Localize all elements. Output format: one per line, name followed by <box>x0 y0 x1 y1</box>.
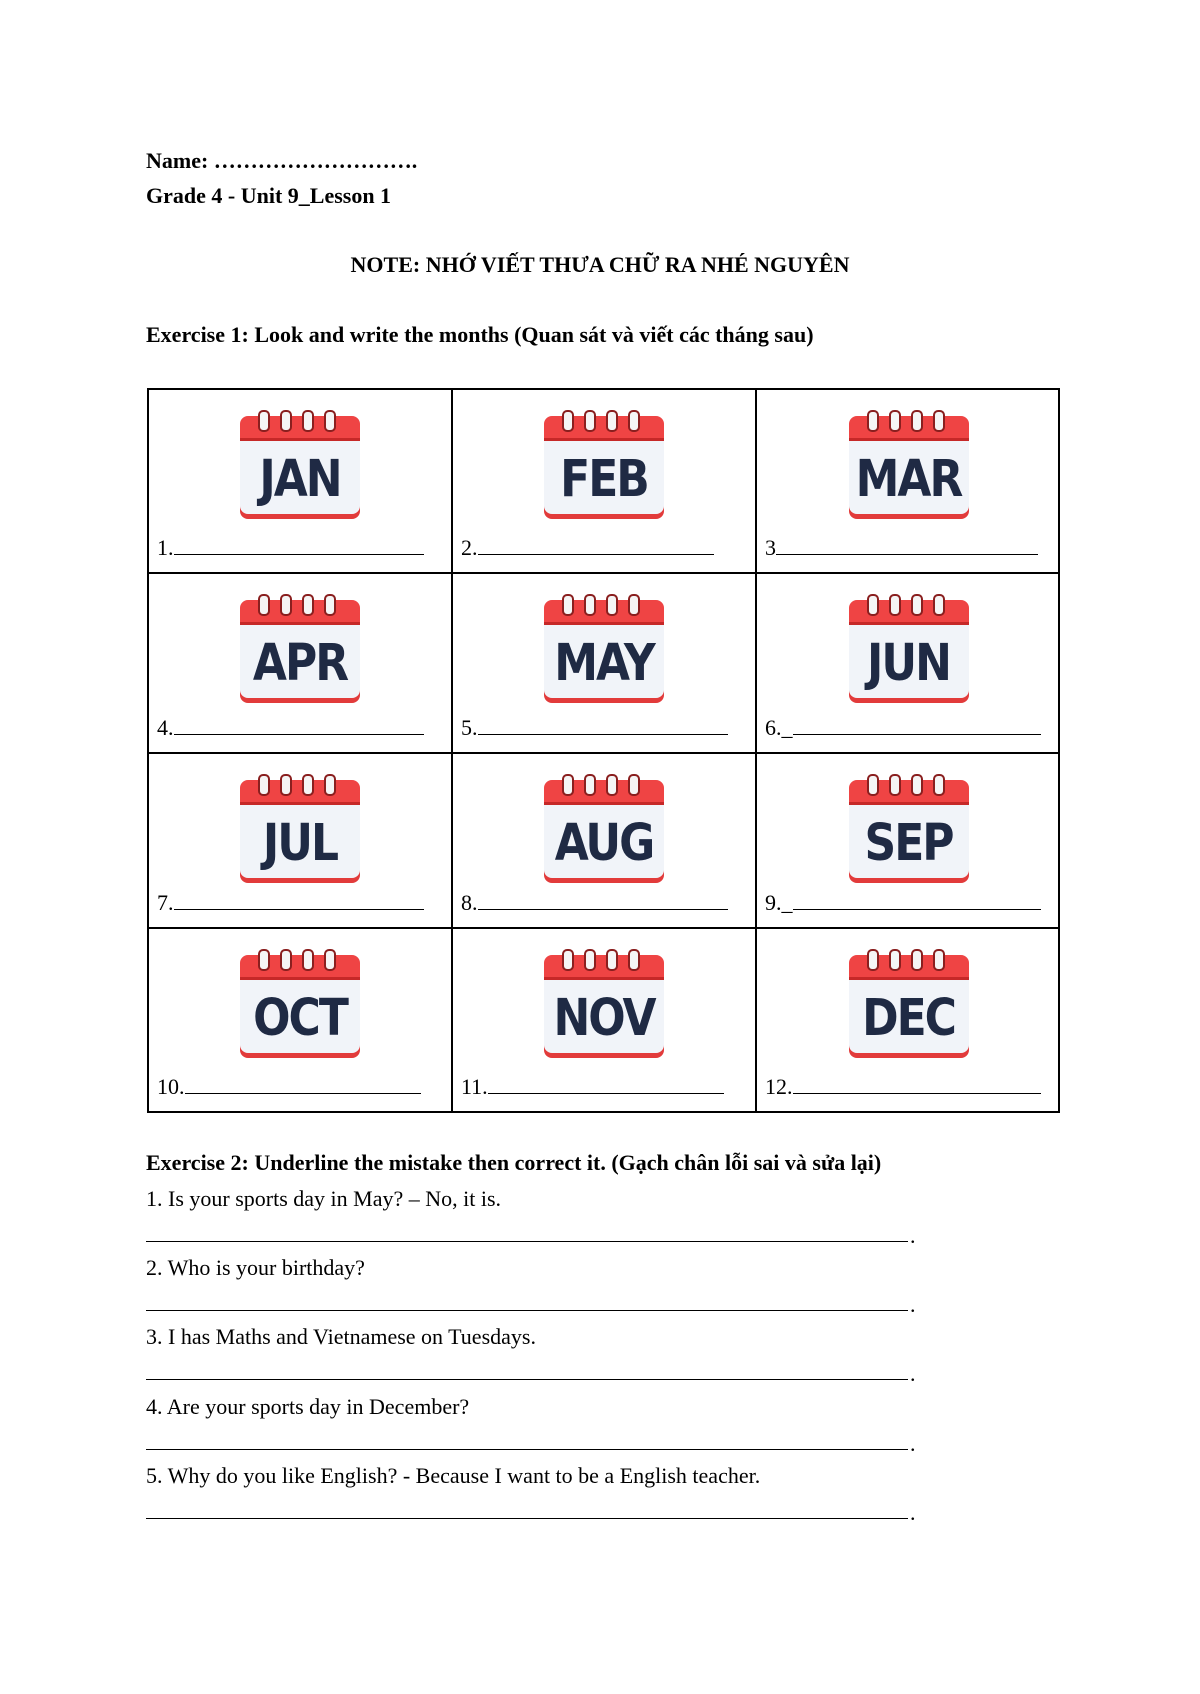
calendar-ring-icon <box>867 949 879 971</box>
month-cell <box>149 929 451 1111</box>
calendar-ring-icon <box>302 594 314 616</box>
month-abbreviation: DEC <box>862 989 955 1048</box>
answer-line[interactable] <box>146 1310 908 1311</box>
calendar-ring-icon <box>606 410 618 432</box>
write-blank[interactable] <box>478 889 728 910</box>
calendar-ring-icon <box>606 774 618 796</box>
month-cell <box>149 574 451 752</box>
calendar-ring-icon <box>933 410 945 432</box>
write-blank[interactable] <box>174 534 424 555</box>
answer-line[interactable] <box>157 1073 421 1100</box>
write-blank[interactable] <box>776 534 1038 555</box>
answer-line[interactable] <box>461 534 714 561</box>
calendar-ring-icon <box>867 594 879 616</box>
answer-line[interactable] <box>146 1518 908 1519</box>
answer-line[interactable] <box>157 714 424 741</box>
calendar-ring-icon <box>562 949 574 971</box>
calendar-ring-icon <box>280 949 292 971</box>
answer-line[interactable] <box>765 534 1038 561</box>
calendar-ring-icon <box>584 594 596 616</box>
item-number: 7. <box>157 890 174 915</box>
calendar-ring-icon <box>302 410 314 432</box>
calendar-ring-icon <box>933 774 945 796</box>
month-abbreviation: SEP <box>864 814 953 873</box>
answer-line[interactable] <box>146 1449 908 1450</box>
calendar-ring-icon <box>911 774 923 796</box>
calendar-ring-icon <box>562 594 574 616</box>
month-cell <box>757 574 1060 752</box>
line-end-period: . <box>910 1431 916 1456</box>
item-number: 5. <box>461 715 478 740</box>
month-abbreviation: APR <box>252 634 348 693</box>
calendar-icon <box>544 408 664 518</box>
item-number: 4. <box>157 715 174 740</box>
calendar-ring-icon <box>324 594 336 616</box>
line-end-period: . <box>910 1500 916 1525</box>
write-blank[interactable] <box>185 1073 421 1094</box>
answer-line[interactable] <box>461 1073 724 1100</box>
month-cell <box>453 390 755 572</box>
month-abbreviation: FEB <box>560 450 648 509</box>
calendar-ring-icon <box>280 410 292 432</box>
write-blank[interactable] <box>174 889 424 910</box>
month-abbreviation: JUL <box>262 814 338 873</box>
write-blank[interactable] <box>793 714 1041 735</box>
question-text: 4. Are your sports day in December? <box>146 1394 470 1419</box>
write-blank[interactable] <box>793 889 1041 910</box>
line-end-period: . <box>910 1292 916 1317</box>
calendar-ring-icon <box>889 949 901 971</box>
answer-line[interactable] <box>765 889 1041 916</box>
note-line: NOTE: NHỚ VIẾT THƯA CHỮ RA NHÉ NGUYÊN <box>350 252 850 277</box>
calendar-icon <box>849 772 969 882</box>
item-number: 2. <box>461 535 478 560</box>
month-cell <box>149 754 451 927</box>
calendar-icon <box>240 408 360 518</box>
write-blank[interactable] <box>488 1073 724 1094</box>
calendar-ring-icon <box>911 594 923 616</box>
month-abbreviation: MAY <box>554 634 654 693</box>
month-abbreviation: MAR <box>855 450 962 509</box>
item-number: 11. <box>461 1074 488 1099</box>
calendar-icon <box>240 772 360 882</box>
write-blank[interactable] <box>478 714 728 735</box>
calendar-icon <box>544 947 664 1057</box>
write-blank[interactable] <box>174 714 424 735</box>
question-text: 5. Why do you like English? - Because I want to be a English teacher. <box>146 1463 761 1488</box>
calendar-ring-icon <box>562 774 574 796</box>
calendar-ring-icon <box>258 949 270 971</box>
month-cell <box>757 754 1060 927</box>
calendar-ring-icon <box>324 949 336 971</box>
calendar-icon <box>240 947 360 1057</box>
write-blank[interactable] <box>793 1073 1041 1094</box>
question-text: 1. Is your sports day in May? – No, it is. <box>146 1186 502 1211</box>
exercise1-title: Exercise 1: Look and write the months (Quan sát và viết các tháng sau) <box>146 322 814 347</box>
calendar-ring-icon <box>933 594 945 616</box>
month-abbreviation: AUG <box>554 814 654 873</box>
calendar-ring-icon <box>911 410 923 432</box>
calendar-ring-icon <box>867 410 879 432</box>
calendar-icon <box>240 592 360 702</box>
calendar-ring-icon <box>280 594 292 616</box>
calendar-ring-icon <box>280 774 292 796</box>
calendar-ring-icon <box>258 594 270 616</box>
item-number: 8. <box>461 890 478 915</box>
calendar-ring-icon <box>889 774 901 796</box>
question-text: 3. I has Maths and Vietnamese on Tuesdays. <box>146 1324 536 1349</box>
answer-line[interactable] <box>765 1073 1041 1100</box>
month-abbreviation: JAN <box>259 450 341 509</box>
calendar-ring-icon <box>584 949 596 971</box>
item-number: 10. <box>157 1074 185 1099</box>
calendar-ring-icon <box>324 774 336 796</box>
month-abbreviation: JUN <box>867 634 950 693</box>
answer-line[interactable] <box>765 714 1041 741</box>
answer-line[interactable] <box>461 714 728 741</box>
answer-line[interactable] <box>146 1241 908 1242</box>
grade-unit-label: Grade 4 - Unit 9_Lesson 1 <box>146 183 392 208</box>
student-name-label: Name: ………………………. <box>146 148 418 173</box>
calendar-ring-icon <box>258 410 270 432</box>
line-end-period: . <box>910 1361 916 1386</box>
month-cell <box>149 390 451 572</box>
answer-line[interactable] <box>146 1379 908 1380</box>
month-cell <box>757 390 1060 572</box>
calendar-ring-icon <box>302 774 314 796</box>
calendar-ring-icon <box>606 949 618 971</box>
calendar-ring-icon <box>933 949 945 971</box>
calendar-icon <box>849 947 969 1057</box>
calendar-icon <box>544 592 664 702</box>
item-number: 3 <box>765 535 776 560</box>
calendar-ring-icon <box>911 949 923 971</box>
calendar-ring-icon <box>628 774 640 796</box>
calendar-ring-icon <box>889 594 901 616</box>
month-abbreviation: NOV <box>553 989 655 1048</box>
calendar-ring-icon <box>324 410 336 432</box>
question-text: 2. Who is your birthday? <box>146 1255 365 1280</box>
calendar-ring-icon <box>628 594 640 616</box>
month-cell <box>453 754 755 927</box>
month-cell <box>453 574 755 752</box>
item-number: 1. <box>157 535 174 560</box>
exercise2-title: Exercise 2: Underline the mistake then correct it. (Gạch chân lỗi sai và sửa lại) <box>146 1150 882 1175</box>
calendar-ring-icon <box>867 774 879 796</box>
answer-line[interactable] <box>461 889 728 916</box>
calendar-ring-icon <box>258 774 270 796</box>
line-end-period: . <box>910 1223 916 1248</box>
calendar-ring-icon <box>889 410 901 432</box>
answer-line[interactable] <box>157 889 424 916</box>
calendar-ring-icon <box>584 410 596 432</box>
write-blank[interactable] <box>478 534 714 555</box>
item-number: 6._ <box>765 715 793 740</box>
calendar-ring-icon <box>628 949 640 971</box>
calendar-icon <box>849 408 969 518</box>
calendar-icon <box>849 592 969 702</box>
calendar-ring-icon <box>584 774 596 796</box>
calendar-ring-icon <box>302 949 314 971</box>
calendar-ring-icon <box>628 410 640 432</box>
months-grid <box>147 388 1060 1113</box>
item-number: 12. <box>765 1074 793 1099</box>
month-cell <box>757 929 1060 1111</box>
month-cell <box>453 929 755 1111</box>
calendar-ring-icon <box>606 594 618 616</box>
calendar-icon <box>544 772 664 882</box>
item-number: 9._ <box>765 890 793 915</box>
answer-line[interactable] <box>157 534 424 561</box>
month-abbreviation: OCT <box>253 989 347 1048</box>
calendar-ring-icon <box>562 410 574 432</box>
